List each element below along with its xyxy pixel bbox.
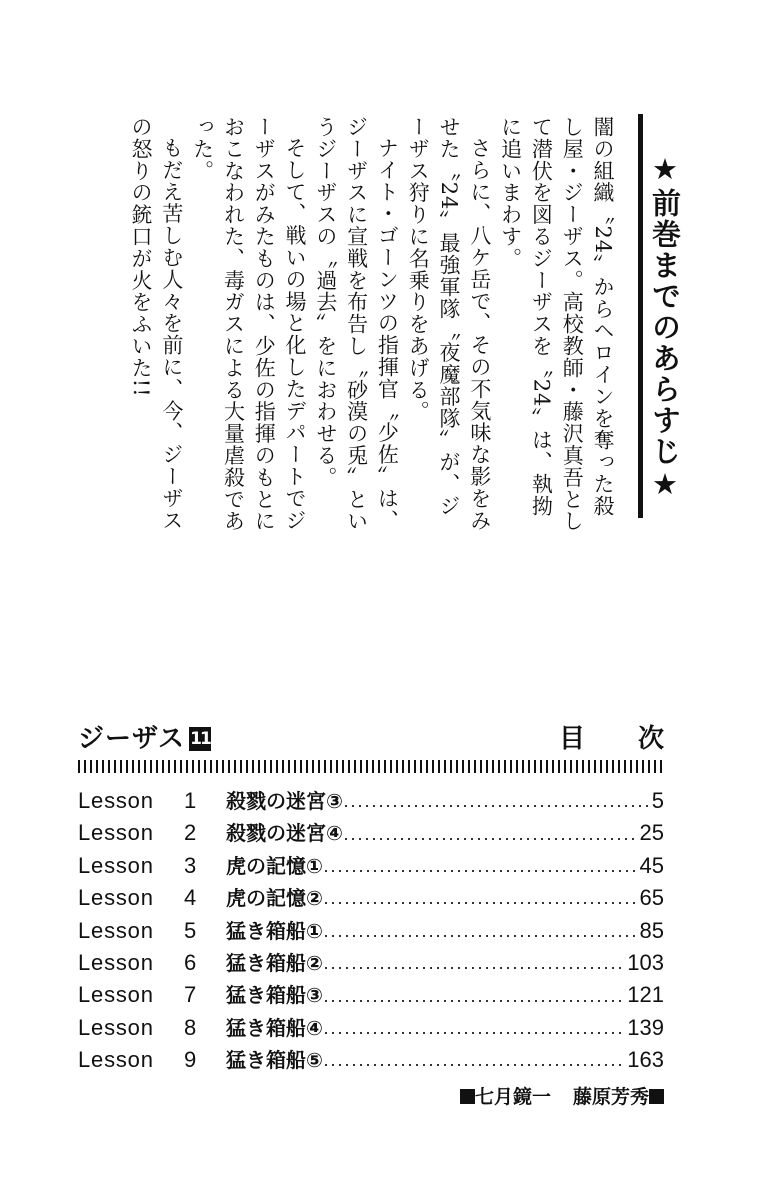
dot-leader [325, 1000, 625, 1002]
toc-entry [78, 979, 664, 1011]
toc-entry [78, 1044, 664, 1076]
square-bullet-icon [460, 1089, 475, 1104]
page-number: 85 [639, 917, 664, 943]
synopsis-text [58, 116, 618, 536]
lesson-label: Lesson [78, 982, 154, 1008]
dot-leader [325, 935, 638, 937]
page-number: 103 [627, 949, 664, 975]
synopsis-paragraph: そして、戦いの場と化したデパートでジーザスがみたものは、少佐の指揮のもとにおこなわれた、毒ガスによる大量虐殺であった。 [190, 116, 308, 533]
page-number: 139 [627, 1014, 664, 1040]
chapter-title: 殺戮の迷宮③ [226, 789, 343, 813]
toc-entry [78, 1012, 664, 1044]
lesson-label: Lesson [78, 1014, 154, 1040]
lesson-label: Lesson [78, 852, 154, 878]
page-number: 163 [627, 1047, 664, 1073]
chapter-title: 猛き箱船① [226, 918, 323, 943]
page-number: 65 [639, 885, 664, 911]
lesson-label: Lesson [78, 885, 154, 911]
synopsis-paragraph: 闇の組織〝24〟からヘロインを奪った殺し屋・ジーザス。高校教師・藤沢真吾として潜伏を図るジーザスを〝24〟は、執拗に追いまわす。 [498, 116, 615, 533]
writer-name: 七月鏡一 [474, 1086, 551, 1108]
toc-divider [78, 760, 664, 773]
lesson-label: Lesson [78, 917, 154, 943]
chapter-title: 猛き箱船④ [226, 1015, 323, 1040]
dot-leader [325, 967, 625, 969]
toc-entry [78, 817, 664, 849]
toc-list [78, 785, 664, 1077]
page-number: 25 [639, 820, 664, 846]
toc-header [78, 718, 686, 754]
lesson-number: 3 [184, 852, 197, 878]
dot-leader [325, 870, 638, 872]
toc-entry [78, 915, 664, 947]
lesson-label: Lesson [78, 820, 154, 846]
dot-leader [345, 805, 650, 807]
lesson-label: Lesson [78, 949, 154, 975]
lesson-label: Lesson [78, 1047, 154, 1073]
synopsis-paragraph: さらに、八ケ岳で、その不気味な影をみせた〝24〟最強軍隊〝夜魔部隊〟が、ジーザス狩りに名乗りをあげる。 [406, 116, 492, 532]
dot-leader [325, 1032, 625, 1034]
series-title [78, 718, 211, 755]
page-number: 121 [627, 982, 664, 1008]
lesson-number: 8 [184, 1014, 197, 1040]
chapter-title: 殺戮の迷宮④ [226, 821, 343, 846]
square-bullet-icon [649, 1089, 664, 1104]
lesson-label: Lesson [78, 788, 154, 813]
heading-rule [638, 114, 643, 518]
chapter-title: 虎の記憶① [226, 853, 323, 878]
dot-leader [345, 838, 638, 840]
credits [460, 1082, 664, 1109]
lesson-number: 1 [184, 788, 197, 813]
toc-entry [78, 785, 664, 817]
dot-leader [325, 902, 638, 904]
toc-entry [78, 947, 664, 979]
lesson-number: 5 [184, 917, 197, 943]
chapter-title: 猛き箱船⑤ [226, 1048, 323, 1073]
page-number: 5 [651, 788, 664, 813]
lesson-number: 6 [184, 949, 197, 975]
contents-label: 目 次 [558, 724, 686, 754]
chapter-title: 猛き箱船② [226, 950, 323, 975]
synopsis-heading: ★前巻までのあらすじ★ [648, 152, 682, 503]
lesson-number: 2 [184, 820, 197, 846]
synopsis-paragraph: ナイト・ゴーンツの指揮官〝少佐〟は、ジーザスに宣戦を布告し〝砂漠の兎〟というジーザスの〝過去〟をにおわせる。 [313, 116, 400, 533]
chapter-title: 猛き箱船③ [226, 983, 323, 1008]
dot-leader [325, 1064, 625, 1066]
lesson-number: 4 [184, 885, 197, 911]
chapter-title: 虎の記憶② [226, 886, 323, 911]
page-number: 45 [639, 852, 664, 878]
lesson-number: 9 [184, 1047, 197, 1073]
series-name: ジーザス [78, 724, 185, 754]
toc-entry [78, 850, 664, 882]
artist-name: 藤原芳秀 [572, 1086, 649, 1108]
lesson-number: 7 [184, 982, 197, 1008]
synopsis-paragraph: もだえ苦しむ人々を前に、今、ジーザスの怒りの銃口が火をふいた!! [129, 116, 184, 532]
toc-entry [78, 882, 664, 914]
volume-badge: 11 [190, 729, 210, 749]
